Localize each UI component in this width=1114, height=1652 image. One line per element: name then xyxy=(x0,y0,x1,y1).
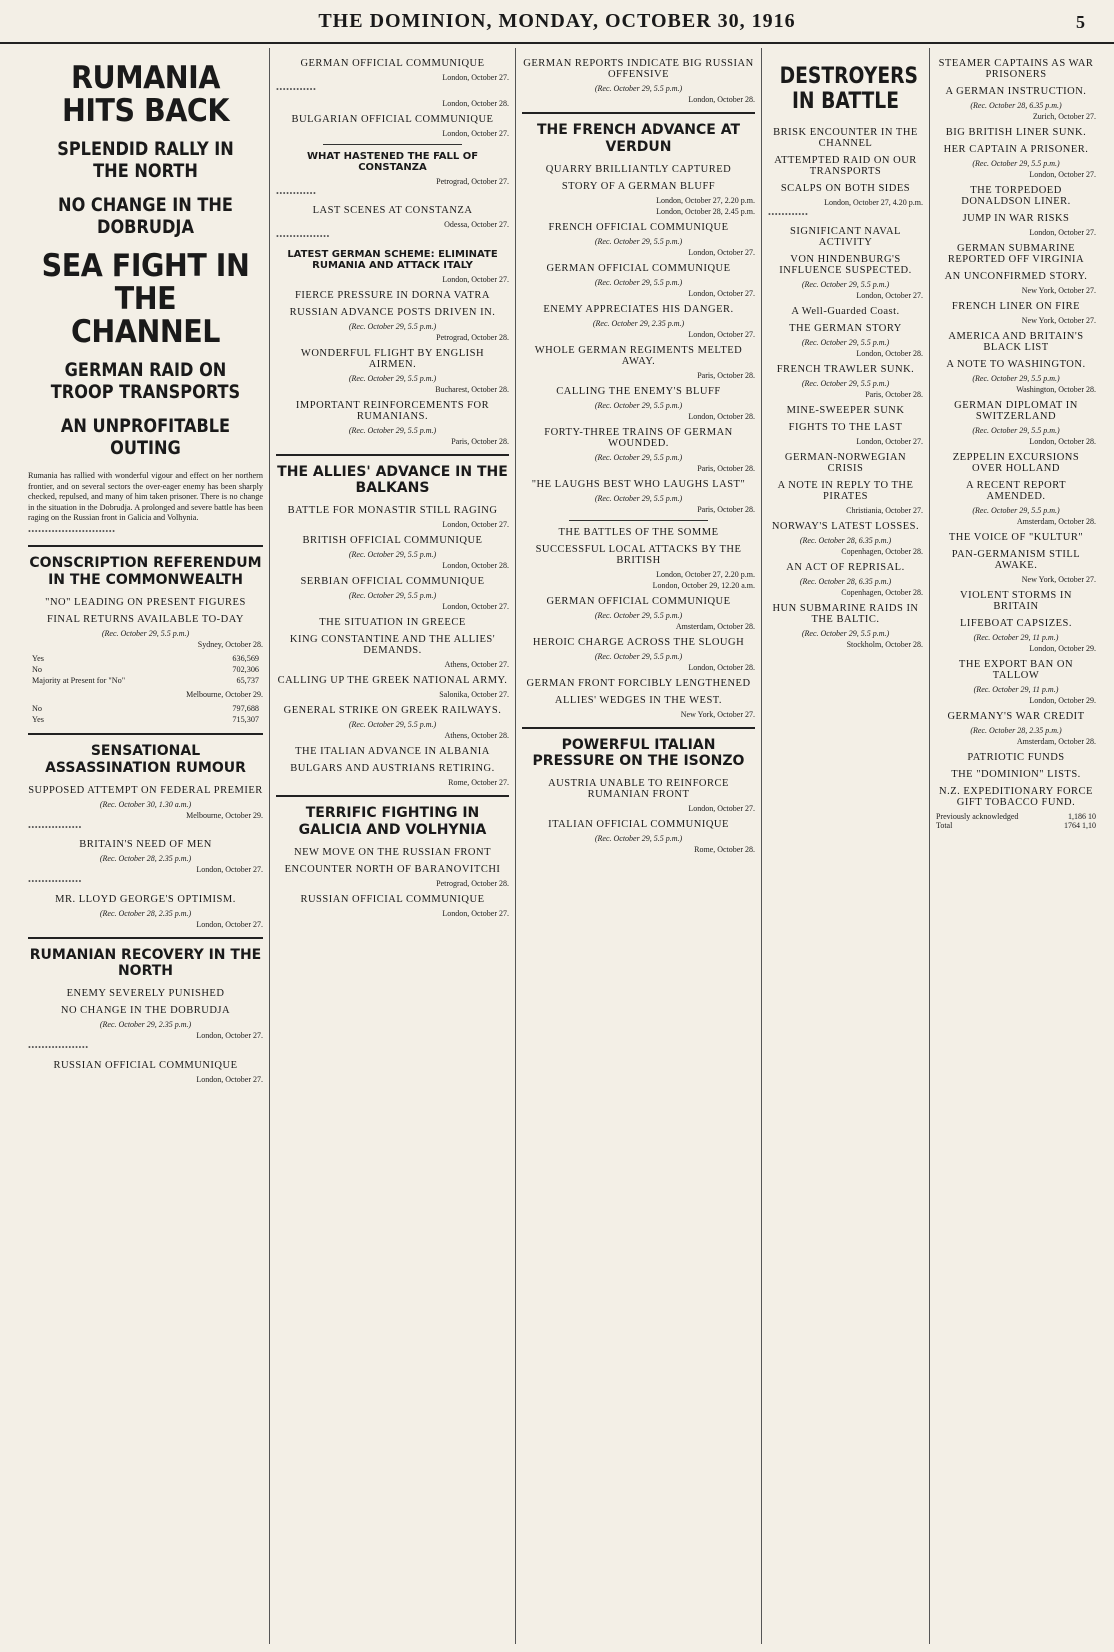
subhead-allies-wedges: ALLIES' WEDGES IN THE WEST. xyxy=(554,694,723,706)
headline-patriotic-funds: PATRIOTIC FUNDS xyxy=(967,752,1065,763)
place-dateline: Paris, October 28. xyxy=(451,436,509,446)
place-dateline: London, October 27. xyxy=(442,908,509,918)
place-dateline: London, October 28. xyxy=(1029,437,1096,446)
dateline: (Rec. October 29, 11 p.m.) xyxy=(973,633,1059,642)
headline-naval-activity: SIGNIFICANT NAVAL ACTIVITY xyxy=(790,226,901,249)
dateline: (Rec. October 29, 2.35 p.m.) xyxy=(592,318,685,328)
place-dateline: New York, October 27. xyxy=(1021,575,1096,584)
newspaper-columns xyxy=(22,48,1102,1644)
headline-assassination: SENSATIONAL ASSASSINATION RUMOUR xyxy=(45,743,246,776)
headline-galicia: TERRIFIC FIGHTING IN GALICIA AND VOLHYNIA xyxy=(298,805,487,838)
divider xyxy=(28,937,263,939)
headline-general-strike: GENERAL STRIKE ON GREEK RAILWAYS. xyxy=(283,705,502,717)
dateline: (Rec. October 29, 5.5 p.m.) xyxy=(348,321,437,331)
divider xyxy=(28,545,263,547)
headline-bulgarian-communique: BULGARIAN OFFICIAL COMMUNIQUE xyxy=(291,113,494,125)
dateline: (Rec. October 29, 5.5 p.m.) xyxy=(594,84,683,93)
headline-liner-sunk: BIG BRITISH LINER SUNK. xyxy=(945,127,1087,138)
subhead-local-attacks: SUCCESSFUL LOCAL ATTACKS BY THE BRITISH xyxy=(535,543,742,566)
subhead-german-raid: GERMAN RAID ON TROOP TRANSPORTS xyxy=(50,359,241,403)
headline-calling-bluff: CALLING THE ENEMY'S BLUFF xyxy=(556,385,721,397)
place-dateline: London, October 27. xyxy=(688,329,755,339)
place-dateline: London, October 27, 4.20 p.m. xyxy=(824,197,923,207)
dateline: (Rec. October 29, 5.5 p.m.) xyxy=(801,338,890,348)
masthead-title: THE DOMINION, MONDAY, OCTOBER 30, 1916 xyxy=(318,9,796,32)
headline-kultur: THE VOICE OF "KULTUR" xyxy=(948,532,1084,543)
place-dateline: Zurich, October 27. xyxy=(1032,112,1096,121)
subhead-new-move: NEW MOVE ON THE RUSSIAN FRONT xyxy=(294,846,491,858)
subhead-king-constantine: KING CONSTANTINE AND THE ALLIES' DEMANDS. xyxy=(289,634,496,657)
dateline: (Rec. October 29, 5.5 p.m.) xyxy=(348,550,437,560)
place-dateline: Copenhagen, October 28. xyxy=(841,547,923,557)
place-dateline: Stockholm, October 28. xyxy=(846,640,923,650)
place-dateline: London, October 27. xyxy=(196,919,263,929)
subhead-enemy-punished: ENEMY SEVERELY PUNISHED xyxy=(66,988,225,1000)
subhead-austria-unable: AUSTRIA UNABLE TO REINFORCE RUMANIAN FRONT xyxy=(548,778,729,801)
dateline: (Rec. October 29, 5.5 p.m.) xyxy=(972,374,1060,383)
dateline: (Rec. October 28, 6.35 p.m.) xyxy=(799,536,892,546)
dateline: (Rec. October 28, 2.35 p.m.) xyxy=(970,726,1062,735)
place-dateline: Bucharest, October 28. xyxy=(435,384,509,394)
place-dateline: Melbourne, October 29. xyxy=(186,690,263,700)
dateline: (Rec. October 29, 5.5 p.m.) xyxy=(594,610,683,620)
vote-row-yes: Yes 636,569 xyxy=(32,654,259,664)
headline-lloyd-george: MR. LLOYD GEORGE'S OPTIMISM. xyxy=(55,893,236,905)
place-dateline: London, October 28, 2.45 p.m. xyxy=(656,206,755,216)
headline-constanza-fall: WHAT HASTENED THE FALL OF CONSTANZA xyxy=(306,150,479,173)
headline-serbian-communique: SERBIAN OFFICIAL COMMUNIQUE xyxy=(300,576,485,588)
funds-total: Total 1764 1,10 xyxy=(936,821,1096,830)
place-dateline: London, October 29, 12.20 a.m. xyxy=(652,580,755,590)
headline-german-communique: GERMAN OFFICIAL COMMUNIQUE xyxy=(300,58,485,69)
place-dateline: Paris, October 28. xyxy=(697,370,755,380)
place-dateline: London, October 27, 2.20 p.m. xyxy=(656,569,755,579)
headline-russian-offensive: GERMAN REPORTS INDICATE BIG RUSSIAN OFFENSIVE xyxy=(523,58,754,80)
subhead-unprofitable: AN UNPROFITABLE OUTING xyxy=(60,414,231,459)
lead-paragraph: Rumania has rallied with wonderful vigour and effect on her northern frontier, and on several sectors the over-eager enemy has been sharply checked, repulsed, and many of him taken prisoner. There is no change in the situation in the Dobrudja. A prolonged and severe battle has been raging on the Russian front in Galicia and Volhynia. xyxy=(28,471,263,523)
subhead-bluff: STORY OF A GERMAN BLUFF xyxy=(561,180,716,192)
headline-regiments-melted: WHOLE GERMAN REGIMENTS MELTED AWAY. xyxy=(534,344,743,367)
dateline: (Rec. October 29, 5.5 p.m.) xyxy=(348,373,437,383)
subhead-fights-last: FIGHTS TO THE LAST xyxy=(788,422,903,434)
dateline: (Rec. October 29, 5.5 p.m.) xyxy=(801,280,890,290)
article-text: •••••••••••••••••••••••••• xyxy=(28,526,116,536)
place-dateline: London, October 28. xyxy=(442,98,509,108)
headline-german-communique: GERMAN OFFICIAL COMMUNIQUE xyxy=(546,262,731,274)
headline-italian-communique: ITALIAN OFFICIAL COMMUNIQUE xyxy=(548,819,729,831)
divider xyxy=(323,144,463,145)
subhead-lifeboat: LIFEBOAT CAPSIZES. xyxy=(959,618,1073,629)
dateline: (Rec. October 30, 1.30 a.m.) xyxy=(99,799,192,809)
headline-war-credit: GERMANY'S WAR CREDIT xyxy=(947,711,1085,722)
headline-reprisal: AN ACT OF REPRISAL. xyxy=(786,562,905,574)
place-dateline: Amsterdam, October 28. xyxy=(1016,517,1096,526)
place-dateline: London, October 27. xyxy=(688,288,755,298)
headline-dorna-vatra: FIERCE PRESSURE IN DORNA VATRA xyxy=(295,289,490,301)
column-5 xyxy=(930,48,1102,1644)
place-dateline: London, October 27. xyxy=(196,865,263,875)
funds-row: Previously acknowledged 1,186 10 xyxy=(936,812,1096,821)
dateline: (Rec. October 29, 5.5 p.m.) xyxy=(594,400,683,410)
place-dateline: London, October 27. xyxy=(688,247,755,257)
article-text: •••••••••••••••• xyxy=(28,877,82,887)
headline-isonzo: POWERFUL ITALIAN PRESSURE ON THE ISONZO xyxy=(532,736,745,770)
headline-black-list: AMERICA AND BRITAIN'S BLACK LIST xyxy=(948,331,1084,353)
headline-diplomat: GERMAN DIPLOMAT IN SWITZERLAND xyxy=(954,400,1078,422)
dateline: (Rec. October 29, 5.5 p.m.) xyxy=(594,236,683,246)
place-dateline: London, October 28. xyxy=(688,411,755,421)
dateline: (Rec. October 29, 5.5 p.m.) xyxy=(594,452,683,462)
place-dateline: London, October 27. xyxy=(442,520,509,530)
place-dateline: London, October 27. xyxy=(856,437,923,447)
place-dateline: London, October 28. xyxy=(856,349,923,359)
headline-albania: THE ITALIAN ADVANCE IN ALBANIA xyxy=(295,746,490,758)
funds-list xyxy=(936,812,1096,830)
subhead-note-reply: A NOTE IN REPLY TO THE PIRATES xyxy=(777,480,914,503)
column-2 xyxy=(270,48,516,1644)
place-dateline: London, October 27. xyxy=(442,128,509,138)
headline-minesweeper: MINE-SWEEPER SUNK xyxy=(786,405,905,417)
headline-german-story: THE GERMAN STORY xyxy=(789,323,902,335)
headline-russian-communique: RUSSIAN OFFICIAL COMMUNIQUE xyxy=(53,1059,238,1071)
place-dateline: London, October 27. xyxy=(442,602,509,612)
subhead-pan-germanism: PAN-GERMANISM STILL AWAKE. xyxy=(951,549,1081,571)
subhead-report-amended: A RECENT REPORT AMENDED. xyxy=(965,480,1067,502)
headline-verdun: THE FRENCH ADVANCE AT VERDUN xyxy=(536,122,741,155)
dateline: (Rec. October 29, 5.5 p.m.) xyxy=(348,425,437,435)
article-text: •••••••••••••••• xyxy=(276,232,330,241)
headline-zeppelin: ZEPPELIN EXCURSIONS OVER HOLLAND xyxy=(952,452,1080,474)
headline-rumanian-recovery: RUMANIAN RECOVERY IN THE NORTH xyxy=(29,946,262,980)
vote-row-majority: Majority at Present for "No" 65,737 xyxy=(32,676,259,686)
subhead-final-returns: FINAL RETURNS AVAILABLE TO-DAY xyxy=(47,614,244,626)
place-dateline: Melbourne, October 29. xyxy=(186,810,263,820)
place-dateline: London, October 27. xyxy=(688,804,755,814)
victoria-figures xyxy=(28,703,263,725)
referendum-figures xyxy=(28,653,263,686)
divider xyxy=(522,112,755,114)
place-dateline: Rome, October 27. xyxy=(448,778,509,788)
column-4 xyxy=(762,48,930,1644)
subhead-guarded-coast: A Well-Guarded Coast. xyxy=(791,306,900,318)
subhead-no-leading: "NO" LEADING ON PRESENT FIGURES xyxy=(45,597,246,609)
masthead xyxy=(0,0,1114,44)
headline-rumania: RUMANIA HITS BACK xyxy=(61,60,230,129)
headline-russian-communique: RUSSIAN OFFICIAL COMMUNIQUE xyxy=(300,893,485,905)
place-dateline: London, October 29. xyxy=(1029,696,1096,705)
divider xyxy=(569,520,709,521)
subhead-monastir: BATTLE FOR MONASTIR STILL RAGING xyxy=(287,505,498,517)
place-dateline: New York, October 27. xyxy=(680,709,755,719)
headline-balkans: THE ALLIES' ADVANCE IN THE BALKANS xyxy=(277,463,508,497)
place-dateline: London, October 27. xyxy=(1029,228,1096,237)
place-dateline: Christiania, October 27. xyxy=(846,506,923,516)
dateline: (Rec. October 29, 5.5 p.m.) xyxy=(801,379,890,389)
dateline: (Rec. October 28, 2.35 p.m.) xyxy=(99,908,192,918)
subhead-no-change: NO CHANGE IN THE DOBRUDJA xyxy=(60,1005,231,1017)
place-dateline: Amsterdam, October 28. xyxy=(675,621,755,631)
headline-destroyers: DESTROYERS IN BATTLE xyxy=(779,64,918,115)
place-dateline: Copenhagen, October 28. xyxy=(841,588,923,598)
article-text: •••••••••••• xyxy=(276,85,317,94)
divider xyxy=(276,454,509,456)
place-dateline: Paris, October 28. xyxy=(697,504,755,514)
headline-tallow: THE EXPORT BAN ON TALLOW xyxy=(958,659,1074,681)
dateline: (Rec. October 29, 5.5 p.m.) xyxy=(594,493,683,503)
place-dateline: London, October 28. xyxy=(688,95,755,104)
vote-row-yes: Yes 715,307 xyxy=(32,715,259,725)
place-dateline: Washington, October 28. xyxy=(1016,385,1096,394)
headline-trawler-sunk: FRENCH TRAWLER SUNK. xyxy=(776,364,915,376)
headline-donaldson: THE TORPEDOED DONALDSON LINER. xyxy=(961,185,1071,207)
place-dateline: London, October 27. xyxy=(1029,170,1096,179)
dateline: (Rec. October 29, 5.5 p.m.) xyxy=(594,651,683,661)
subhead-rally: SPLENDID RALLY IN THE NORTH xyxy=(57,138,234,182)
place-dateline: Odessa, October 27. xyxy=(444,220,509,229)
headline-british-communique: BRITISH OFFICIAL COMMUNIQUE xyxy=(302,535,483,547)
subhead-note-washington: A NOTE TO WASHINGTON. xyxy=(946,359,1086,370)
subhead-dominion-lists: THE "DOMINION" LISTS. xyxy=(951,769,1081,780)
dateline: (Rec. October 29, 5.5 p.m.) xyxy=(972,159,1060,168)
headline-conscription: CONSCRIPTION REFERENDUM IN THE COMMONWEALTH xyxy=(29,555,262,589)
dateline: (Rec. October 29, 5.5 p.m.) xyxy=(348,720,437,730)
dateline: (Rec. October 29, 5.5 p.m.) xyxy=(101,629,190,639)
place-dateline: London, October 27. xyxy=(856,291,923,301)
headline-greece: THE SITUATION IN GREECE xyxy=(319,617,466,629)
headline-war-risks: JUMP IN WAR RISKS xyxy=(962,213,1070,224)
headline-flight: WONDERFUL FLIGHT BY ENGLISH AIRMEN. xyxy=(300,347,485,370)
divider xyxy=(28,733,263,735)
divider xyxy=(276,795,509,797)
headline-german-communique-2: GERMAN OFFICIAL COMMUNIQUE xyxy=(546,595,731,607)
headline-laughs-last: "HE LAUGHS BEST WHO LAUGHS LAST" xyxy=(531,478,746,490)
dateline: (Rec. October 29, 5.5 p.m.) xyxy=(594,834,683,844)
place-dateline: New York, October 27. xyxy=(1021,316,1096,325)
dateline: (Rec. October 29, 2.35 p.m.) xyxy=(99,1020,192,1030)
headline-submarine-virginia: GERMAN SUBMARINE REPORTED OFF VIRGINIA xyxy=(947,243,1085,265)
subhead-scalps: SCALPS ON BOTH SIDES xyxy=(780,182,911,194)
place-dateline: Amsterdam, October 28. xyxy=(1016,737,1096,746)
article-text: •••••••••••• xyxy=(768,209,809,219)
headline-norwegian-crisis: GERMAN-NORWEGIAN CRISIS xyxy=(784,452,907,475)
headline-front-lengthened: GERMAN FRONT FORCIBLY LENGTHENED xyxy=(526,677,751,689)
dateline: (Rec. October 29, 5.5 p.m.) xyxy=(972,506,1060,515)
place-dateline: Athens, October 28. xyxy=(444,731,509,741)
headline-norway-losses: NORWAY'S LATEST LOSSES. xyxy=(771,521,920,533)
place-dateline: Paris, October 28. xyxy=(697,463,755,473)
article-text: •••••••••••• xyxy=(276,188,317,198)
place-dateline: Paris, October 28. xyxy=(865,390,923,400)
place-dateline: London, October 27. xyxy=(442,274,509,284)
headline-storms: VIOLENT STORMS IN BRITAIN xyxy=(960,590,1072,612)
subhead-brisk-encounter: BRISK ENCOUNTER IN THE CHANNEL xyxy=(773,126,918,149)
headline-greek-army: CALLING UP THE GREEK NATIONAL ARMY. xyxy=(277,675,508,687)
headline-liner-fire: FRENCH LINER ON FIRE xyxy=(951,301,1081,312)
subhead-advance-posts: RUSSIAN ADVANCE POSTS DRIVEN IN. xyxy=(289,306,496,318)
place-dateline: Rome, October 28. xyxy=(694,845,755,855)
article-text: •••••••••••••••• xyxy=(28,822,82,832)
place-dateline: Petrograd, October 28. xyxy=(436,332,509,342)
place-dateline: London, October 27, 2.20 p.m. xyxy=(656,195,755,205)
headline-steamer-captains: STEAMER CAPTAINS AS WAR PRISONERS xyxy=(938,58,1094,80)
subhead-quarry: QUARRY BRILLIANTLY CAPTURED xyxy=(545,163,732,175)
divider xyxy=(522,727,755,729)
headline-sea-fight: SEA FIGHT IN THE CHANNEL xyxy=(41,248,250,350)
headline-baltic-raids: HUN SUBMARINE RAIDS IN THE BALTIC. xyxy=(772,603,919,626)
place-dateline: London, October 28. xyxy=(442,561,509,571)
vote-row-no: No 797,688 xyxy=(32,704,259,714)
headline-last-scenes: LAST SCENES AT CONSTANZA xyxy=(312,205,473,216)
dateline: (Rec. October 29, 5.5 p.m.) xyxy=(801,629,890,639)
headline-german-scheme: LATEST GERMAN SCHEME: ELIMINATE RUMANIA AND ATTACK ITALY xyxy=(287,248,498,271)
subhead-attempt: SUPPOSED ATTEMPT ON FEDERAL PREMIER xyxy=(28,784,263,796)
subhead-tobacco-fund: N.Z. EXPEDITIONARY FORCE GIFT TOBACCO FUND. xyxy=(939,786,1093,808)
subhead-german-instruction: A GERMAN INSTRUCTION. xyxy=(945,86,1087,97)
vote-row-no: No 702,306 xyxy=(32,665,259,675)
headline-heroic-charge: HEROIC CHARGE ACROSS THE SLOUGH xyxy=(532,636,745,648)
headline-somme: THE BATTLES OF THE SOMME xyxy=(558,526,719,538)
subhead-attempted-raid: ATTEMPTED RAID ON OUR TRANSPORTS xyxy=(774,154,917,177)
subhead-captain-prisoner: HER CAPTAIN A PRISONER. xyxy=(943,144,1089,155)
article-text: •••••••••••••••••• xyxy=(28,1043,89,1053)
headline-britains-need: BRITAIN'S NEED OF MEN xyxy=(79,839,212,851)
dateline: (Rec. October 29, 11 p.m.) xyxy=(973,685,1059,694)
place-dateline: Sydney, October 28. xyxy=(197,640,263,650)
place-dateline: Athens, October 27. xyxy=(444,660,509,670)
subhead-dobrudja: NO CHANGE IN THE DOBRUDJA xyxy=(58,193,233,238)
dateline: (Rec. October 28, 6.35 p.m.) xyxy=(799,577,892,587)
place-dateline: Salonika, October 27. xyxy=(439,690,509,700)
column-1 xyxy=(22,48,270,1644)
dateline: (Rec. October 29, 5.5 p.m.) xyxy=(594,277,683,287)
headline-trains-wounded: FORTY-THREE TRAINS OF GERMAN WOUNDED. xyxy=(544,426,733,449)
subhead-unconfirmed: AN UNCONFIRMED STORY. xyxy=(944,271,1088,282)
subhead-bulgars-retiring: BULGARS AND AUSTRIANS RETIRING. xyxy=(290,763,495,775)
place-dateline: London, October 27. xyxy=(196,1074,263,1084)
headline-reinforcements: IMPORTANT REINFORCEMENTS FOR RUMANIANS. xyxy=(295,399,490,422)
place-dateline: London, October 29. xyxy=(1029,644,1096,653)
place-dateline: Petrograd, October 28. xyxy=(436,878,509,888)
subhead-baranovitchi: ENCOUNTER NORTH OF BARANOVITCHI xyxy=(284,863,501,875)
subhead-hindenburg: VON HINDENBURG'S INFLUENCE SUSPECTED. xyxy=(779,254,912,277)
place-dateline: New York, October 27. xyxy=(1021,286,1096,295)
place-dateline: London, October 27. xyxy=(196,1031,263,1041)
dateline: (Rec. October 29, 5.5 p.m.) xyxy=(348,591,437,601)
place-dateline: Petrograd, October 27. xyxy=(436,176,509,186)
dateline: (Rec. October 28, 2.35 p.m.) xyxy=(99,854,192,864)
dateline: (Rec. October 28, 6.35 p.m.) xyxy=(970,101,1062,110)
page-number: 5 xyxy=(1076,12,1086,32)
place-dateline: London, October 27. xyxy=(442,73,509,82)
column-3 xyxy=(516,48,762,1644)
headline-french-communique: FRENCH OFFICIAL COMMUNIQUE xyxy=(548,221,729,233)
place-dateline: London, October 28. xyxy=(688,662,755,672)
dateline: (Rec. October 29, 5.5 p.m.) xyxy=(972,426,1060,435)
headline-enemy-danger: ENEMY APPRECIATES HIS DANGER. xyxy=(543,303,734,315)
